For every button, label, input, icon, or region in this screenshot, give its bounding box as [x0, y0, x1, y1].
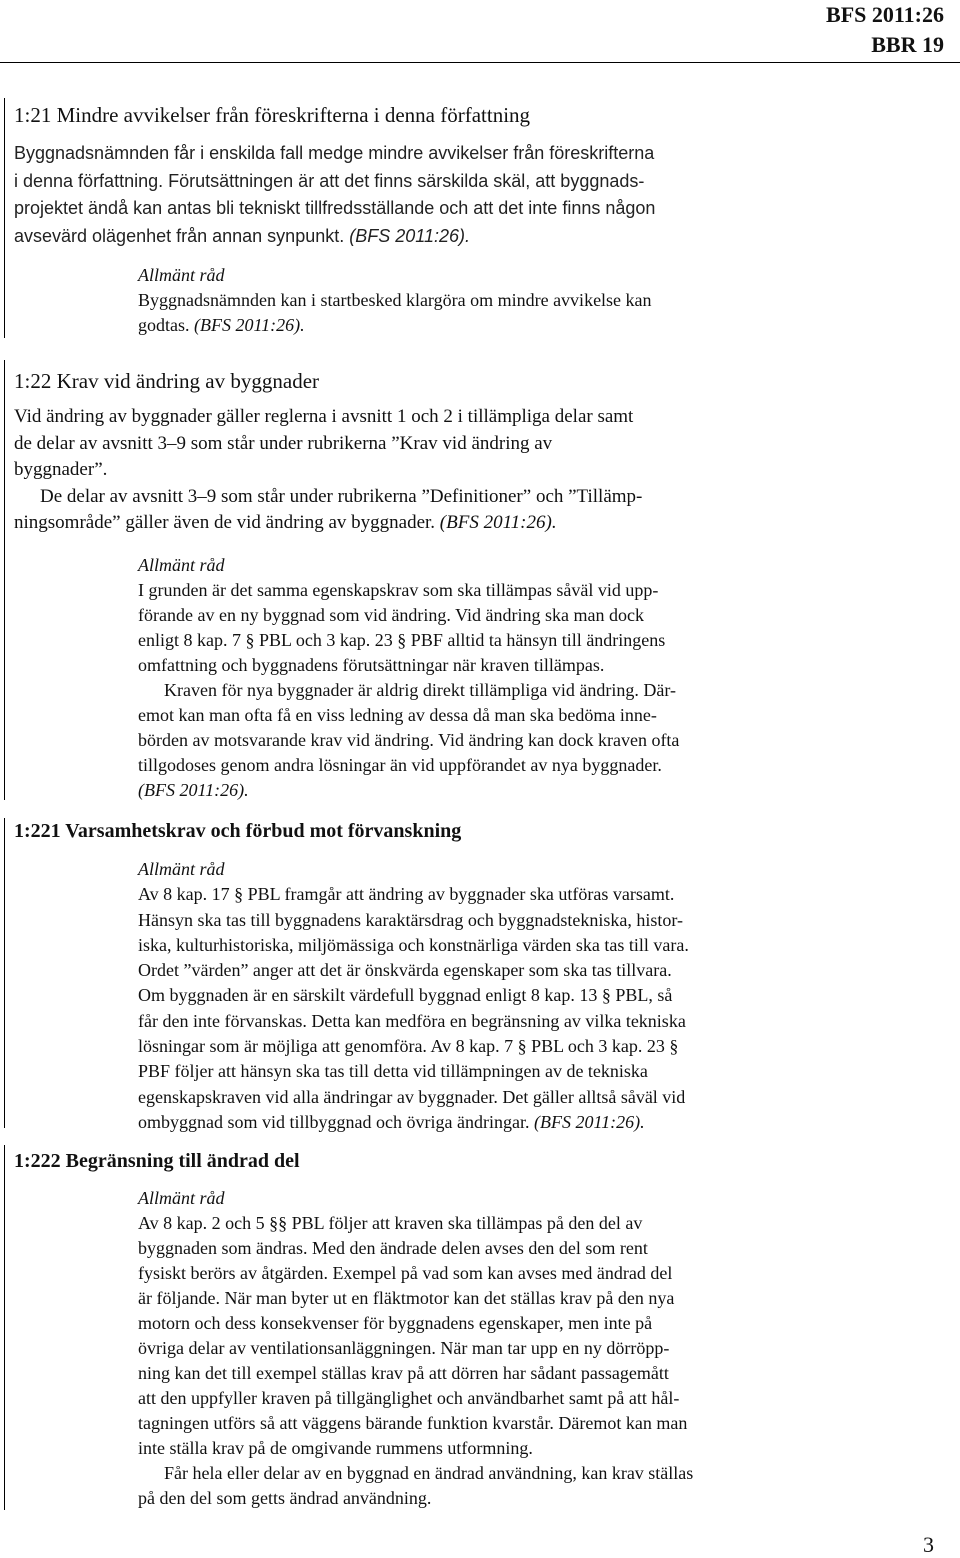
- document-header: [826, 0, 944, 60]
- advice-line: på den del som getts ändrad användning.: [138, 1488, 432, 1508]
- advice-label: Allmänt råd: [138, 265, 225, 285]
- bfs-reference: (BFS 2011:26).: [138, 780, 249, 800]
- advice-line: ning kan det till exempel ställas krav på att dörren har sådant passagemått: [138, 1363, 669, 1383]
- header-bfs-number: BFS 2011:26: [826, 2, 944, 27]
- header-rule: [0, 62, 960, 63]
- advice-line: att den uppfyller kraven på tillgänglighet och användbarhet samt på att hål-: [138, 1388, 680, 1408]
- section-heading: 1:21 Mindre avvikelser från föreskrifterna i denna författning: [14, 103, 531, 127]
- advice-line: egenskapskraven vid alla ändringar av byggnader. Det gäller alltså såväl vid: [138, 1086, 686, 1107]
- general-advice: [138, 263, 652, 338]
- advice-line: Av 8 kap. 17 § PBL framgår att ändring av byggnader ska utföras varsamt.: [138, 884, 675, 905]
- advice-line: får den inte förvanskas. Detta kan medföra en begränsning av vilka tekniska: [138, 1010, 686, 1031]
- section-body: [14, 140, 655, 250]
- advice-line: börden av motsvarande krav vid ändring. Vid ändring kan dock kraven ofta: [138, 730, 680, 750]
- body-line: ningsområde” gäller även de vid ändring av byggnader. (BFS 2011:26).: [14, 512, 557, 533]
- body-line: byggnader”.: [14, 459, 108, 480]
- advice-line: PBF följer att hänsyn ska tas till detta vid tillämpningen av de tekniska: [138, 1061, 648, 1082]
- advice-line: godtas. (BFS 2011:26).: [138, 315, 305, 335]
- body-line: Vid ändring av byggnader gäller reglerna i avsnitt 1 och 2 i tillämpliga delar samt: [14, 406, 634, 427]
- advice-line: är följande. När man byter ut en fläktmotor kan det ställas krav på den nya: [138, 1288, 675, 1308]
- advice-line: enligt 8 kap. 7 § PBL och 3 kap. 23 § PBF alltid ta hänsyn till ändringens: [138, 630, 666, 650]
- general-advice: [138, 1186, 693, 1511]
- advice-line: lösningar som är möjliga att genomföra. Av 8 kap. 7 § PBL och 3 kap. 23 §: [138, 1036, 679, 1057]
- advice-line: inte ställa krav på de omgivande rummens utformning.: [138, 1438, 533, 1458]
- advice-line: omfattning och byggnadens förutsättningar när kraven tillämpas.: [138, 655, 605, 675]
- body-line: i denna författning. Förutsättningen är att det finns särskilda skäl, att byggnads-: [14, 170, 645, 191]
- body-line: de delar av avsnitt 3–9 som står under rubrikerna ”Krav vid ändring av: [14, 432, 553, 454]
- body-line: De delar av avsnitt 3–9 som står under rubrikerna ”Definitioner” och ”Tillämp-: [40, 485, 643, 507]
- advice-line: iska, kulturhistoriska, miljömässiga och konstnärliga värden ska tas till vara.: [138, 934, 689, 955]
- general-advice: [138, 553, 679, 803]
- section-heading: 1:22 Krav vid ändring av byggnader: [14, 369, 320, 393]
- advice-line: motorn och dess konsekvenser för byggnadens egenskaper, men inte på: [138, 1313, 653, 1333]
- advice-line: emot kan man ofta få en viss ledning av dessa då man ska bedöma inne-: [138, 705, 657, 725]
- header-bbr-number: BBR 19: [871, 32, 944, 57]
- advice-line: Kraven för nya byggnader är aldrig direkt tillämpliga vid ändring. Där-: [164, 680, 676, 700]
- bfs-reference: (BFS 2011:26).: [439, 512, 557, 533]
- bfs-reference: (BFS 2011:26).: [533, 1111, 645, 1132]
- bfs-reference: (BFS 2011:26).: [194, 315, 305, 335]
- advice-line: I grunden är det samma egenskapskrav som ska tillämpas såväl vid upp-: [138, 580, 659, 600]
- page-number: 3: [923, 1532, 934, 1557]
- advice-line: tillgodoses genom andra lösningar än vid uppförandet av nya byggnader.: [138, 755, 662, 775]
- body-line: avsevärd olägenhet från annan synpunkt. (BFS 2011:26).: [14, 225, 470, 246]
- advice-line: Ordet ”värden” anger att det är önskvärda egenskaper som ska tas tillvara.: [138, 960, 672, 981]
- advice-label: Allmänt råd: [138, 555, 225, 575]
- advice-line: tagningen utförs så att väggens bärande funktion kvarstår. Däremot kan man: [138, 1413, 688, 1433]
- section-body: [14, 404, 642, 537]
- advice-line: Av 8 kap. 2 och 5 §§ PBL följer att kraven ska tillämpas på den del av: [138, 1213, 643, 1233]
- advice-label: Allmänt råd: [138, 859, 225, 879]
- advice-line: fysiskt berörs av åtgärden. Exempel på vad som kan avses med ändrad del: [138, 1263, 673, 1283]
- change-bar: [4, 360, 5, 800]
- advice-line: övriga delar av ventilationsanläggningen. När man tar upp en ny dörröpp-: [138, 1338, 670, 1358]
- change-bar: [4, 818, 5, 1128]
- advice-label: Allmänt råd: [138, 1188, 225, 1208]
- advice-line: Om byggnaden är en särskilt värdefull byggnad enligt 8 kap. 13 § PBL, så: [138, 985, 673, 1006]
- advice-line: Byggnadsnämnden kan i startbesked klargöra om mindre avvikelse kan: [138, 290, 652, 310]
- advice-line: Får hela eller delar av en byggnad en ändrad användning, kan krav ställas: [164, 1463, 694, 1483]
- body-line: projektet ändå kan antas bli tekniskt tillfredsställande och att det inte finns någon: [14, 198, 656, 218]
- bfs-reference: (BFS 2011:26).: [349, 225, 470, 246]
- advice-line: förande av en ny byggnad som vid ändring. Vid ändring ska man dock: [138, 605, 644, 625]
- body-line: Byggnadsnämnden får i enskilda fall medge mindre avvikelser från föreskrifterna: [14, 143, 655, 163]
- change-bar: [4, 98, 5, 338]
- advice-line: byggnaden som ändras. Med den ändrade delen avses den del som rent: [138, 1238, 648, 1258]
- section-heading: 1:222 Begränsning till ändrad del: [14, 1150, 300, 1172]
- change-bar: [4, 1145, 5, 1510]
- general-advice: [138, 857, 689, 1135]
- advice-line: Hänsyn ska tas till byggnadens karaktärsdrag och byggnadstekniska, histor-: [138, 909, 684, 930]
- advice-line: ombyggnad som vid tillbyggnad och övriga ändringar. (BFS 2011:26).: [138, 1111, 645, 1132]
- section-heading: 1:221 Varsamhetskrav och förbud mot förvanskning: [14, 820, 462, 842]
